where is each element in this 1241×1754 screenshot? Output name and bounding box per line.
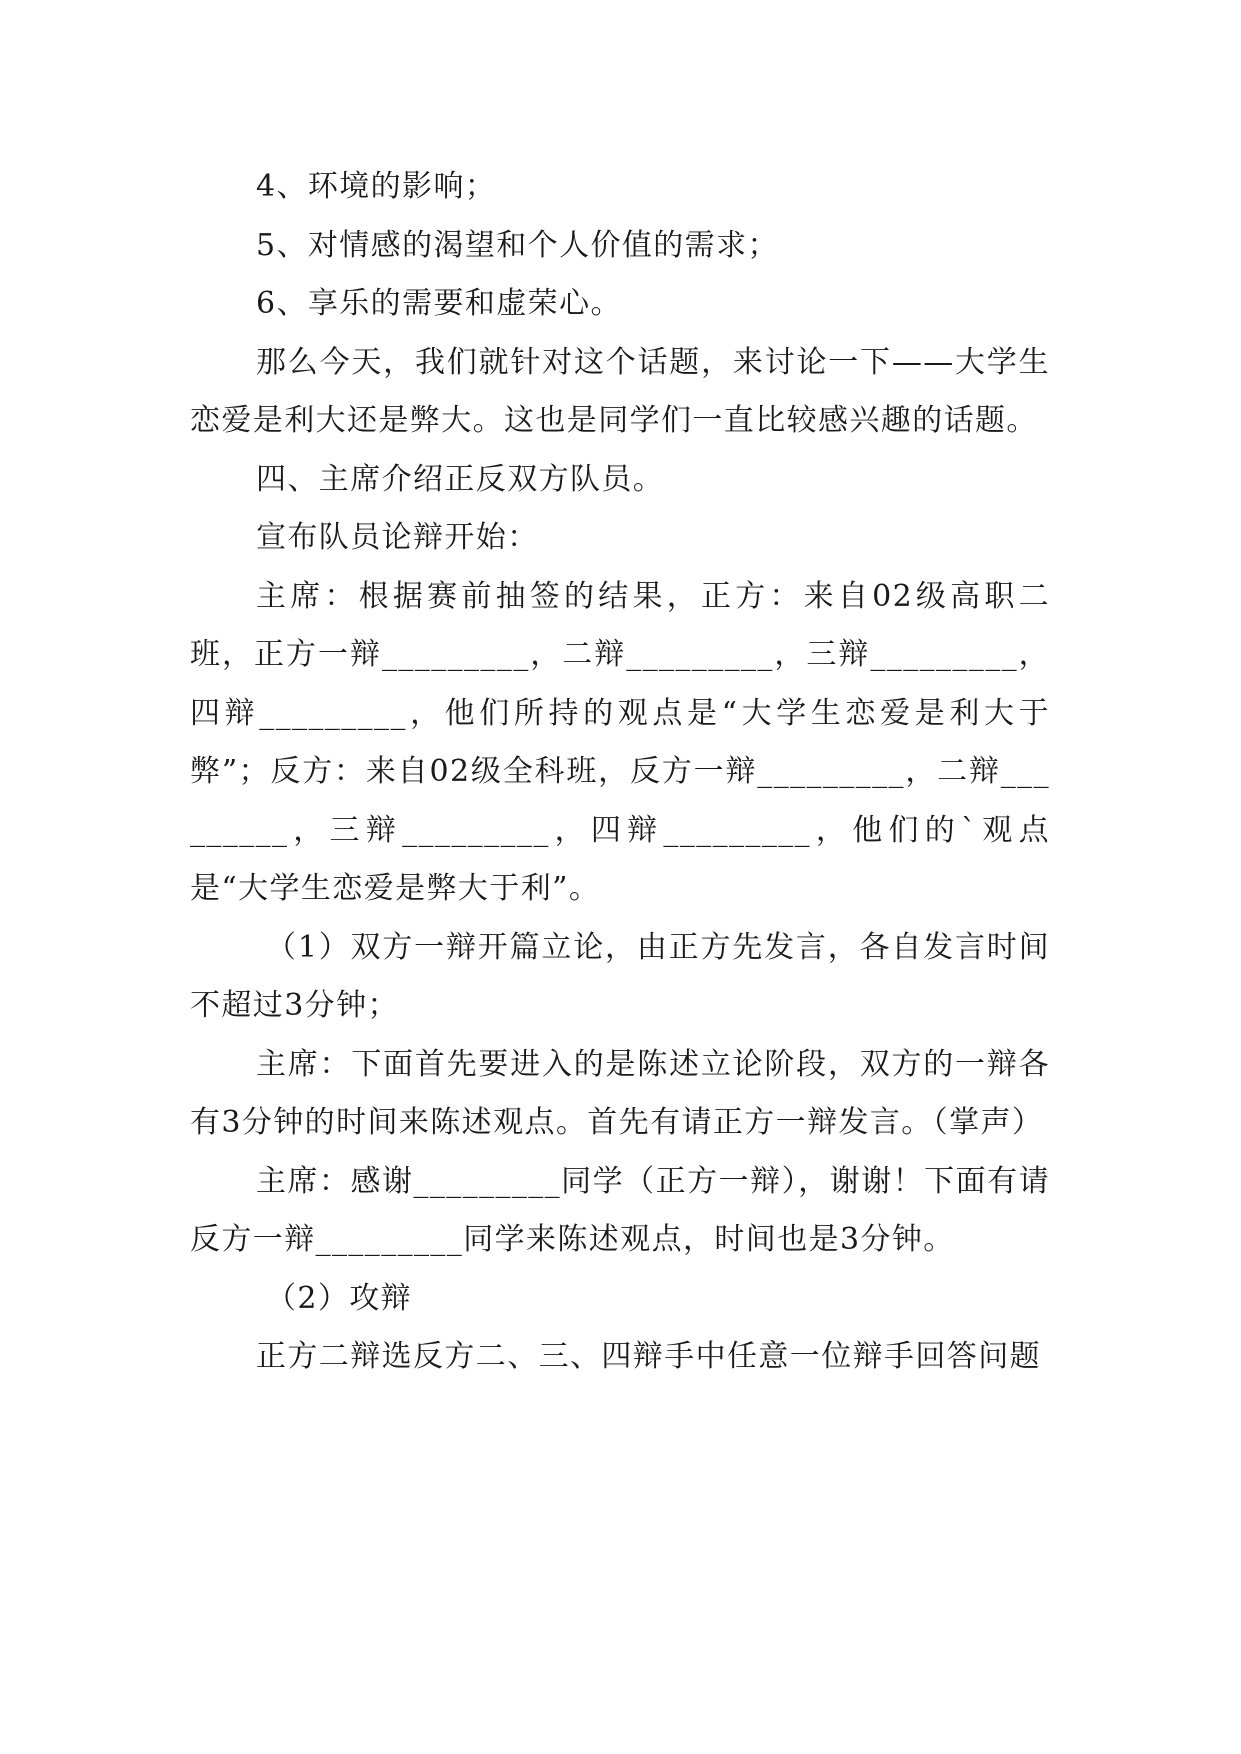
list-item-emotional-need: 5、对情感的渴望和个人价值的需求； bbox=[256, 227, 779, 263]
paragraph-chair-team-intro: 主席：根据赛前抽签的结果，正方：来自02级高职二班，正方一辩_________，二辩_________，三辩_________，四辩_________，他们所持的观点是“大学生恋爱是利大于弊”；反方：来自02级全科班，反方一辩_________，二辩_________，三辩_________，四辩_________，他们的`观点是“大学生恋爱是弊大于利”。 bbox=[190, 578, 1050, 906]
list-item-pleasure-vanity: 6、享乐的需要和虚荣心。 bbox=[256, 286, 622, 321]
paragraph-topic-intro: 那么今天，我们就针对这个话题，来讨论一下——大学生恋爱是利大还是弊大。这也是同学们一直比较感兴趣的话题。 bbox=[190, 344, 1050, 438]
document-body bbox=[190, 158, 1050, 1387]
paragraph-second-debater: 正方二辩选反方二、三、四辩手中任意一位辩手回答问题 bbox=[256, 1339, 1041, 1374]
paragraph-announce-start: 宣布队员论辩开始： bbox=[256, 520, 539, 555]
paragraph-chair-opening: 主席：下面首先要进入的是陈述立论阶段，双方的一辩各有3分钟的时间来陈述观点。首先有请正方一辩发言。（掌声） bbox=[190, 1046, 1050, 1140]
section-heading-introduce-members: 四、主席介绍正反双方队员。 bbox=[256, 461, 665, 497]
list-item-environment: 4、环境的影响； bbox=[256, 169, 497, 204]
step-opening-statements: （1）双方一辩开篇立论，由正方先发言，各自发言时间不超过3分钟； bbox=[190, 929, 1050, 1023]
step-cross-examination: （2）攻辩 bbox=[266, 1280, 413, 1316]
paragraph-chair-thanks: 主席：感谢_________同学（正方一辩），谢谢！下面有请反方一辩_________同学来陈述观点，时间也是3分钟。 bbox=[190, 1163, 1050, 1257]
